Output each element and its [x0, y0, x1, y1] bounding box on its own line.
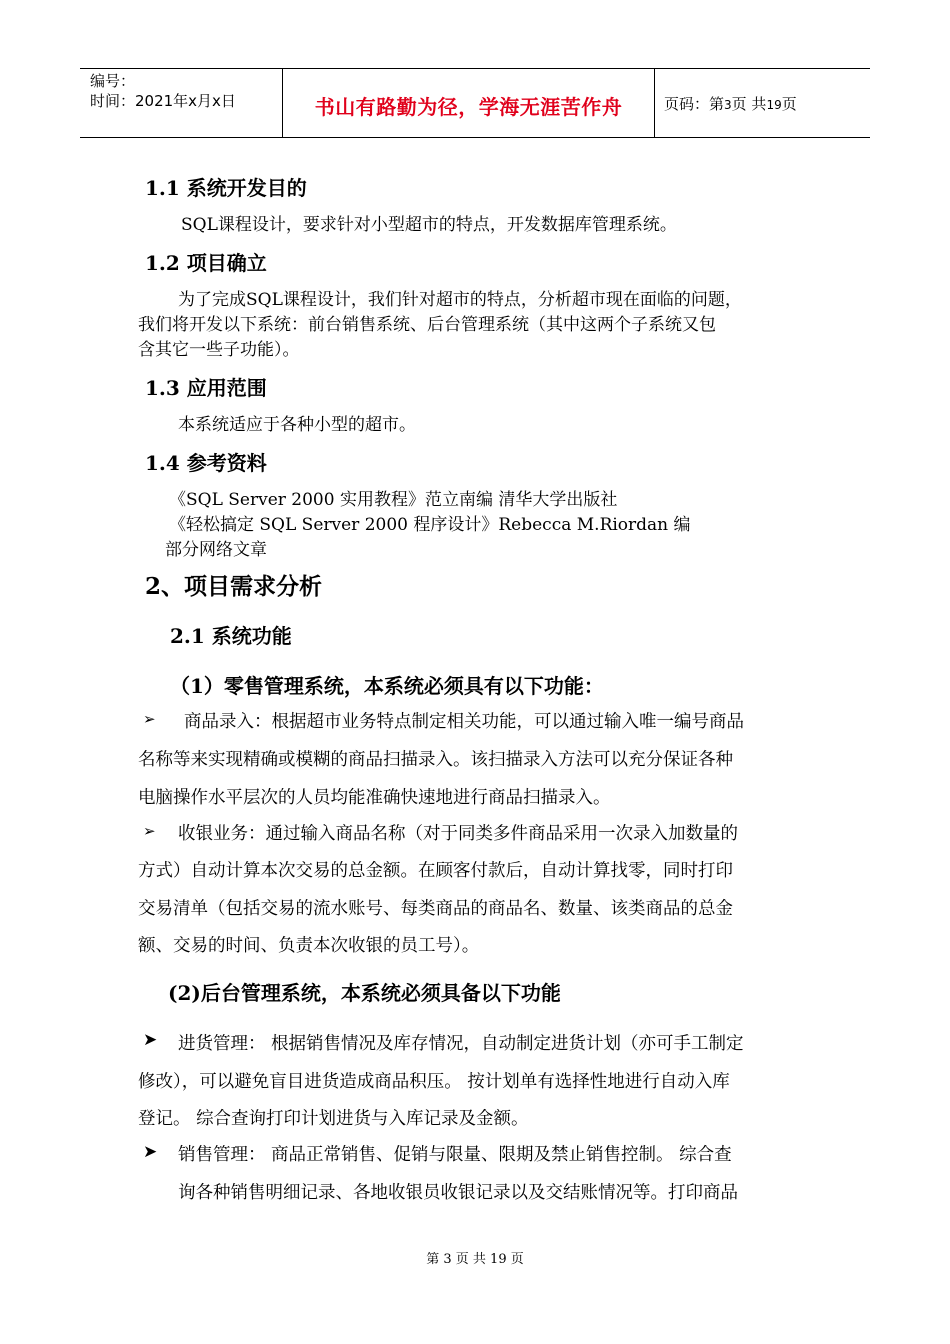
- header-divider: [654, 69, 655, 137]
- section-1-2-body-line: 为了完成SQL课程设计，我们针对超市的特点，分析超市现在面临的问题，: [178, 290, 742, 310]
- bullet-text-line: 修改），可以避免盲目进货造成商品积压。 按计划单有选择性地进行自动入库: [138, 1072, 730, 1092]
- bullet-text-line: 电脑操作水平层次的人员均能准确快速地进行商品扫描录入。: [138, 788, 611, 808]
- section-1-1-body: SQL课程设计，要求针对小型超市的特点，开发数据库管理系统。: [181, 215, 677, 235]
- section-1-4-title: 1.4 参考资料: [145, 451, 267, 475]
- header-left: [90, 71, 236, 111]
- page-footer: 第 3 页 共 19 页: [426, 1252, 524, 1267]
- bullet-text-line: 询各种销售明细记录、各地收银员收银记录以及交结账情况等。打印商品: [178, 1183, 738, 1203]
- bullet-text-line: 进货管理： 根据销售情况及库存情况，自动制定进货计划（亦可手工制定: [178, 1034, 744, 1054]
- section-2-1-title: 2.1 系统功能: [170, 624, 292, 648]
- bullet-text-line: 交易清单（包括交易的流水账号、每类商品的商品名、数量、该类商品的总金: [138, 899, 733, 919]
- section-1-2-title: 1.2 项目确立: [145, 251, 267, 275]
- bullet-text-line: 方式）自动计算本次交易的总金额。在顾客付款后，自动计算找零，同时打印: [138, 861, 733, 881]
- section-1-1-title: 1.1 系统开发目的: [145, 176, 307, 200]
- reference-item: 《轻松搞定 SQL Server 2000 程序设计》Rebecca M.Riordan 编: [169, 515, 691, 535]
- page-header: [80, 68, 870, 138]
- bullet-arrow-icon: ➢: [143, 822, 156, 840]
- reference-item: 部分网络文章: [165, 540, 267, 560]
- section-1-2-body-line: 我们将开发以下系统：前台销售系统、后台管理系统（其中这两个子系统又包: [138, 315, 716, 335]
- section-2-1-a-title: （1）零售管理系统，本系统必须具有以下功能：: [170, 674, 604, 698]
- section-1-3-body: 本系统适应于各种小型的超市。: [178, 415, 416, 435]
- section-1-3-title: 1.3 应用范围: [145, 376, 267, 400]
- reference-item: 《SQL Server 2000 实用教程》范立南编 清华大学出版社: [169, 490, 618, 510]
- bullet-arrow-icon: ➤: [143, 1142, 158, 1162]
- bullet-text-line: 商品录入：根据超市业务特点制定相关功能，可以通过输入唯一编号商品: [184, 712, 744, 732]
- section-2-title: 2、项目需求分析: [145, 573, 323, 600]
- bullet-text-line: 销售管理： 商品正常销售、促销与限量、限期及禁止销售控制。 综合查: [178, 1145, 732, 1165]
- bullet-arrow-icon: ➢: [143, 710, 156, 728]
- bullet-arrow-icon: ➤: [143, 1030, 158, 1050]
- header-page-info: 页码：第3页 共19页: [664, 95, 797, 113]
- bullet-text-line: 登记。 综合查询打印计划进货与入库记录及金额。: [138, 1109, 529, 1129]
- bullet-text-line: 收银业务：通过输入商品名称（对于同类多件商品采用一次录入加数量的: [178, 824, 738, 844]
- section-2-1-b-title: (2)后台管理系统，本系统必须具备以下功能: [168, 981, 561, 1005]
- bullet-text-line: 名称等来实现精确或模糊的商品扫描录入。该扫描录入方法可以充分保证各种: [138, 750, 733, 770]
- header-motto: 书山有路勤为径，学海无涯苦作舟: [314, 95, 623, 119]
- section-1-2-body-line: 含其它一些子功能）。: [138, 340, 300, 360]
- time-label: 时间：2021年x月x日: [90, 92, 236, 110]
- number-label: 编号：: [90, 72, 136, 90]
- bullet-text-line: 额、交易的时间、负责本次收银的员工号）。: [138, 936, 480, 956]
